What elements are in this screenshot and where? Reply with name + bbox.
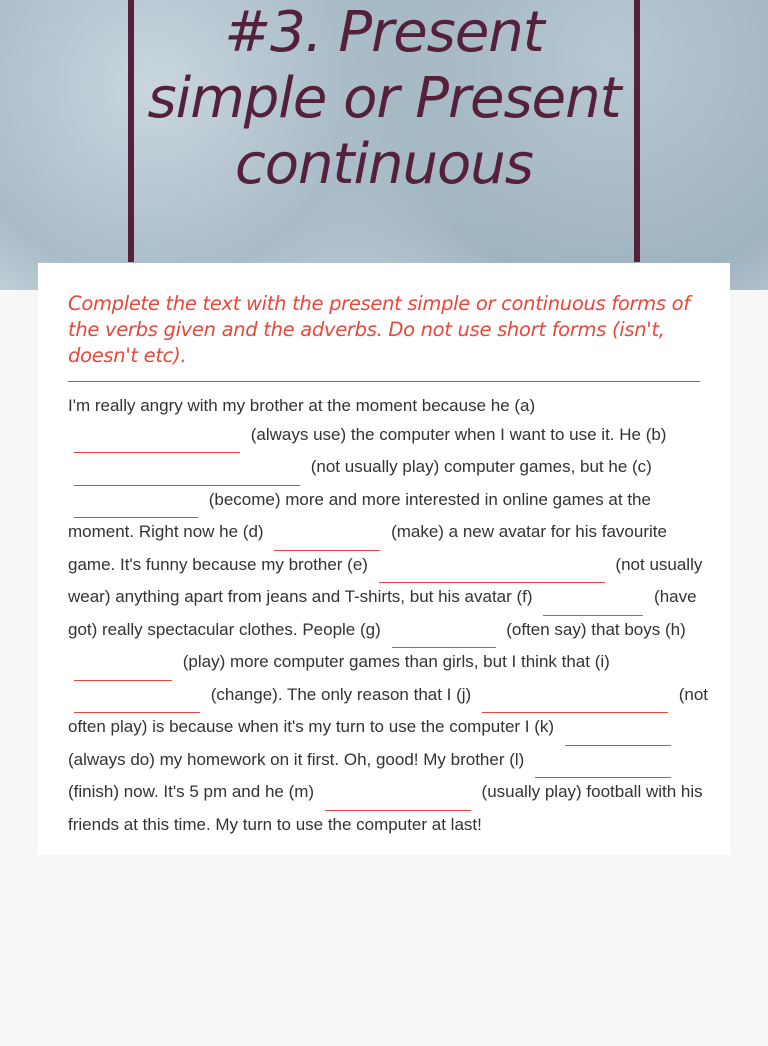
text-segment: (make) a new avatar for his favourite game. It's funny because my brother (e): [68, 522, 667, 574]
text-segment: (not often play) is because when it's my turn to use the computer I (k): [68, 684, 708, 737]
page-title: #3. Present simple or Present continuous: [147, 0, 621, 197]
blank-b[interactable]: [74, 463, 300, 486]
blank-a[interactable]: [74, 430, 240, 453]
blank-i[interactable]: [74, 690, 200, 713]
divider: [68, 381, 700, 382]
text-segment: (finish) now. It's 5 pm and he (m): [68, 782, 315, 802]
text-segment: (become) more and more interested in online games at the moment. Right now he (d): [68, 489, 651, 542]
blank-l[interactable]: [535, 755, 671, 778]
blank-g[interactable]: [392, 625, 496, 648]
text-segment: (always do) my homework on it first. Oh, good! My brother (l): [68, 749, 525, 769]
text-segment: (change). The only reason that I (j): [210, 684, 472, 704]
instructions: Complete the text with the present simple or continuous forms of the verbs given and the adverbs. Do not use short forms (isn't, doesn't etc).: [68, 292, 690, 367]
blank-h[interactable]: [74, 658, 172, 681]
text-segment: (play) more computer games than girls, but I think that (i): [182, 652, 610, 672]
blank-k[interactable]: [565, 723, 671, 746]
blank-f[interactable]: [543, 593, 643, 616]
exercise-text: [68, 392, 708, 839]
header-banner: [0, 0, 768, 290]
blank-c[interactable]: [74, 495, 198, 518]
blank-j[interactable]: [482, 690, 668, 713]
text-segment: (not usually wear) anything apart from jeans and T-shirts, but his avatar (f): [68, 554, 703, 607]
text-segment: (not usually play) computer games, but he (c): [310, 457, 652, 477]
text-segment: (always use) the computer when I want to use it. He (b): [250, 424, 667, 444]
blank-e[interactable]: [379, 560, 605, 583]
text-segment: I'm really angry with my brother at the moment because he (a): [68, 396, 536, 415]
text-segment: (have got) really spectacular clothes. People (g): [68, 587, 697, 639]
text-segment: (often say) that boys (h): [506, 619, 686, 639]
blank-d[interactable]: [274, 528, 380, 551]
exercise-card: [38, 263, 730, 855]
text-segment: (usually play) football with his friends at this time. My turn to use the computer at last!: [68, 782, 703, 834]
blank-m[interactable]: [325, 788, 471, 811]
